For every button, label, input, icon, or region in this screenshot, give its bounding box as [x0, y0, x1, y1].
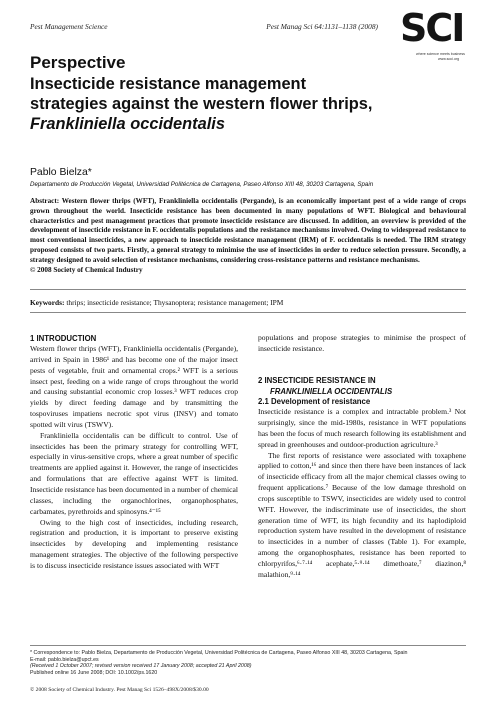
email-note: E-mail: pablo.bielza@upct.es: [30, 656, 99, 663]
copyright-line: © 2008 Society of Chemical Industry. Pest Manag Sci 1526–498X/2008/$30.00: [30, 687, 209, 693]
logo-url: www.soci.org: [438, 57, 460, 61]
logo-word: SCI: [400, 6, 464, 50]
author-name: Pablo Bielza*: [30, 167, 92, 178]
received-note: (Received 1 October 2007; revised version received 17 January 2008; accepted 21 April 2008): [30, 663, 252, 670]
logo-tagline: where science meets business: [416, 52, 465, 56]
divider: [30, 312, 466, 313]
title-line-1: Insecticide resistance management: [30, 75, 307, 93]
article-title: [30, 74, 450, 134]
paragraph: populations and propose strategies to minimise the prospect of insecticide resistance.: [258, 333, 466, 353]
title-line-2: strategies against the western flower thrips,: [30, 95, 373, 113]
correspondence-note: * Correspondence to: Pablo Bielza, Departamento de Producción Vegetal, Universidad Politécnica de Cartagena, Paseo Alfonso XIII 48, 30203 Cartagena, Spain: [30, 650, 408, 656]
footnote-divider: [30, 645, 466, 646]
section-heading-species: FRANKLINIELLA OCCIDENTALIS: [270, 386, 393, 396]
article-type: Perspective: [30, 53, 126, 72]
sci-logo: [394, 6, 466, 72]
paragraph: Frankliniella occidentalis can be difficult to control. Use of insecticides has been the primary strategy for controlling WFT, especially in virus-sensitive crops, where a great number of specific treatments are applied against it. However, the range of insecticides and formulations that are effective against WFT is limited. Insecticide resistance has been documented in a number of chemical classes, including the organochlorines, organophosphates, carbamates, pyrethroids and spinosyns.⁴⁻¹⁵: [30, 430, 238, 516]
keywords: [30, 298, 283, 307]
published-note: Published online 16 June 2008; DOI: 10.1002/ps.1620: [30, 669, 158, 676]
footnotes: [30, 650, 466, 676]
divider: [30, 289, 466, 290]
abstract-text: Abstract: Western flower thrips (WFT), Frankliniella occidentalis (Pergande), is an economically important pest of a wide range of crops grown throughout the world. Insecticide resistance has been documented in many populations of WFT. Biological and behavioural characteristics and pest management practices that promote insecticide resistance are discussed. In addition, an overview is provided of the development of insecticide resistance in F. occidentalis populations and the resistance mechanisms involved. Owing to widespread resistance to most conventional insecticides, a new approach to insecticide resistance management (IRM) of F. occidentalis is needed. The IRM strategy proposed consists of two parts. Firstly, a general strategy to minimise the use of insecticides in order to reduce selection pressure. Secondly, a strategy designed to avoid selection of resistance mechanisms, considering cross-resistance patterns and resistance mechanisms.: [30, 197, 466, 264]
abstract-copyright: © 2008 Society of Chemical Industry: [30, 265, 143, 274]
right-column: [258, 333, 466, 581]
paragraph: Owing to the high cost of insecticides, including research, registration and production, it is important to preserve existing insecticides by developing and implementing resistance management strategies. The objective of the following perspective is to discuss insecticide resistance issues associated with WFT: [30, 517, 238, 570]
running-header-citation: Pest Manag Sci 64:1131–1138 (2008): [266, 22, 378, 31]
abstract: [30, 197, 466, 275]
title-species: Frankliniella occidentalis: [30, 115, 225, 133]
author-affiliation: Departamento de Producción Vegetal, Universidad Politécnica de Cartagena, Paseo Alfonso XIII 48, 30203 Cartagena, Spain: [30, 181, 374, 188]
left-column: [30, 333, 238, 572]
paragraph: Insecticide resistance is a complex and intractable problem.³ Not surprisingly, since the mid-1980s, resistance in WFT populations has been the focus of much research following its establishment and spread in greenhouses and outdoor-production agriculture.³: [258, 407, 466, 449]
section-heading: 2 INSECTICIDE RESISTANCE IN: [258, 375, 376, 385]
body-columns: [0, 333, 496, 641]
keywords-list: thrips; insecticide resistance; Thysanoptera; resistance management; IPM: [66, 298, 284, 307]
subsection-heading: 2.1 Development of resistance: [258, 396, 371, 406]
running-header-section: Pest Management Science: [30, 22, 108, 31]
keywords-label: Keywords:: [30, 298, 65, 307]
paragraph: Western flower thrips (WFT), Frankliniella occidentalis (Pergande), arrived in Spain in 1986¹ and has become one of the major insect pests of vegetable, fruit and ornamental crops.² WFT is a serious insect pest, feeding on a wide range of crops throughout the world and causing substantial economic crop losses.³ WFT reduces crop yields by direct feeding damage and by transmitting the tospoviruses impatiens necrotic spot virus (INSV) and tomato spotted wilt virus (TSWV).: [30, 344, 238, 429]
paragraph: The first reports of resistance were associated with toxaphene applied to cotton,¹⁶ and since then there have been instances of lack of insecticide efficacy from all the major chemical classes owing to frequent applications.⁷ Because of the low damage threshold on crops susceptible to TSWV, insecticides are widely used to control WFT. However, the indiscriminate use of insecticides, the short generation time of WFT, its high fecundity and its haplodiploid reproduction system have resulted in the development of resistance to insecticides in a number of classes (Table 1). For example, among the organophosphates, resistance has been reported to chlorpyrifos,⁶·⁷·¹⁴ acephate,⁵·⁹·¹⁴ dimethoate,⁷ diazinon,⁸ malathion,⁹·¹⁴: [258, 450, 466, 579]
section-heading: 1 INTRODUCTION: [30, 334, 97, 343]
